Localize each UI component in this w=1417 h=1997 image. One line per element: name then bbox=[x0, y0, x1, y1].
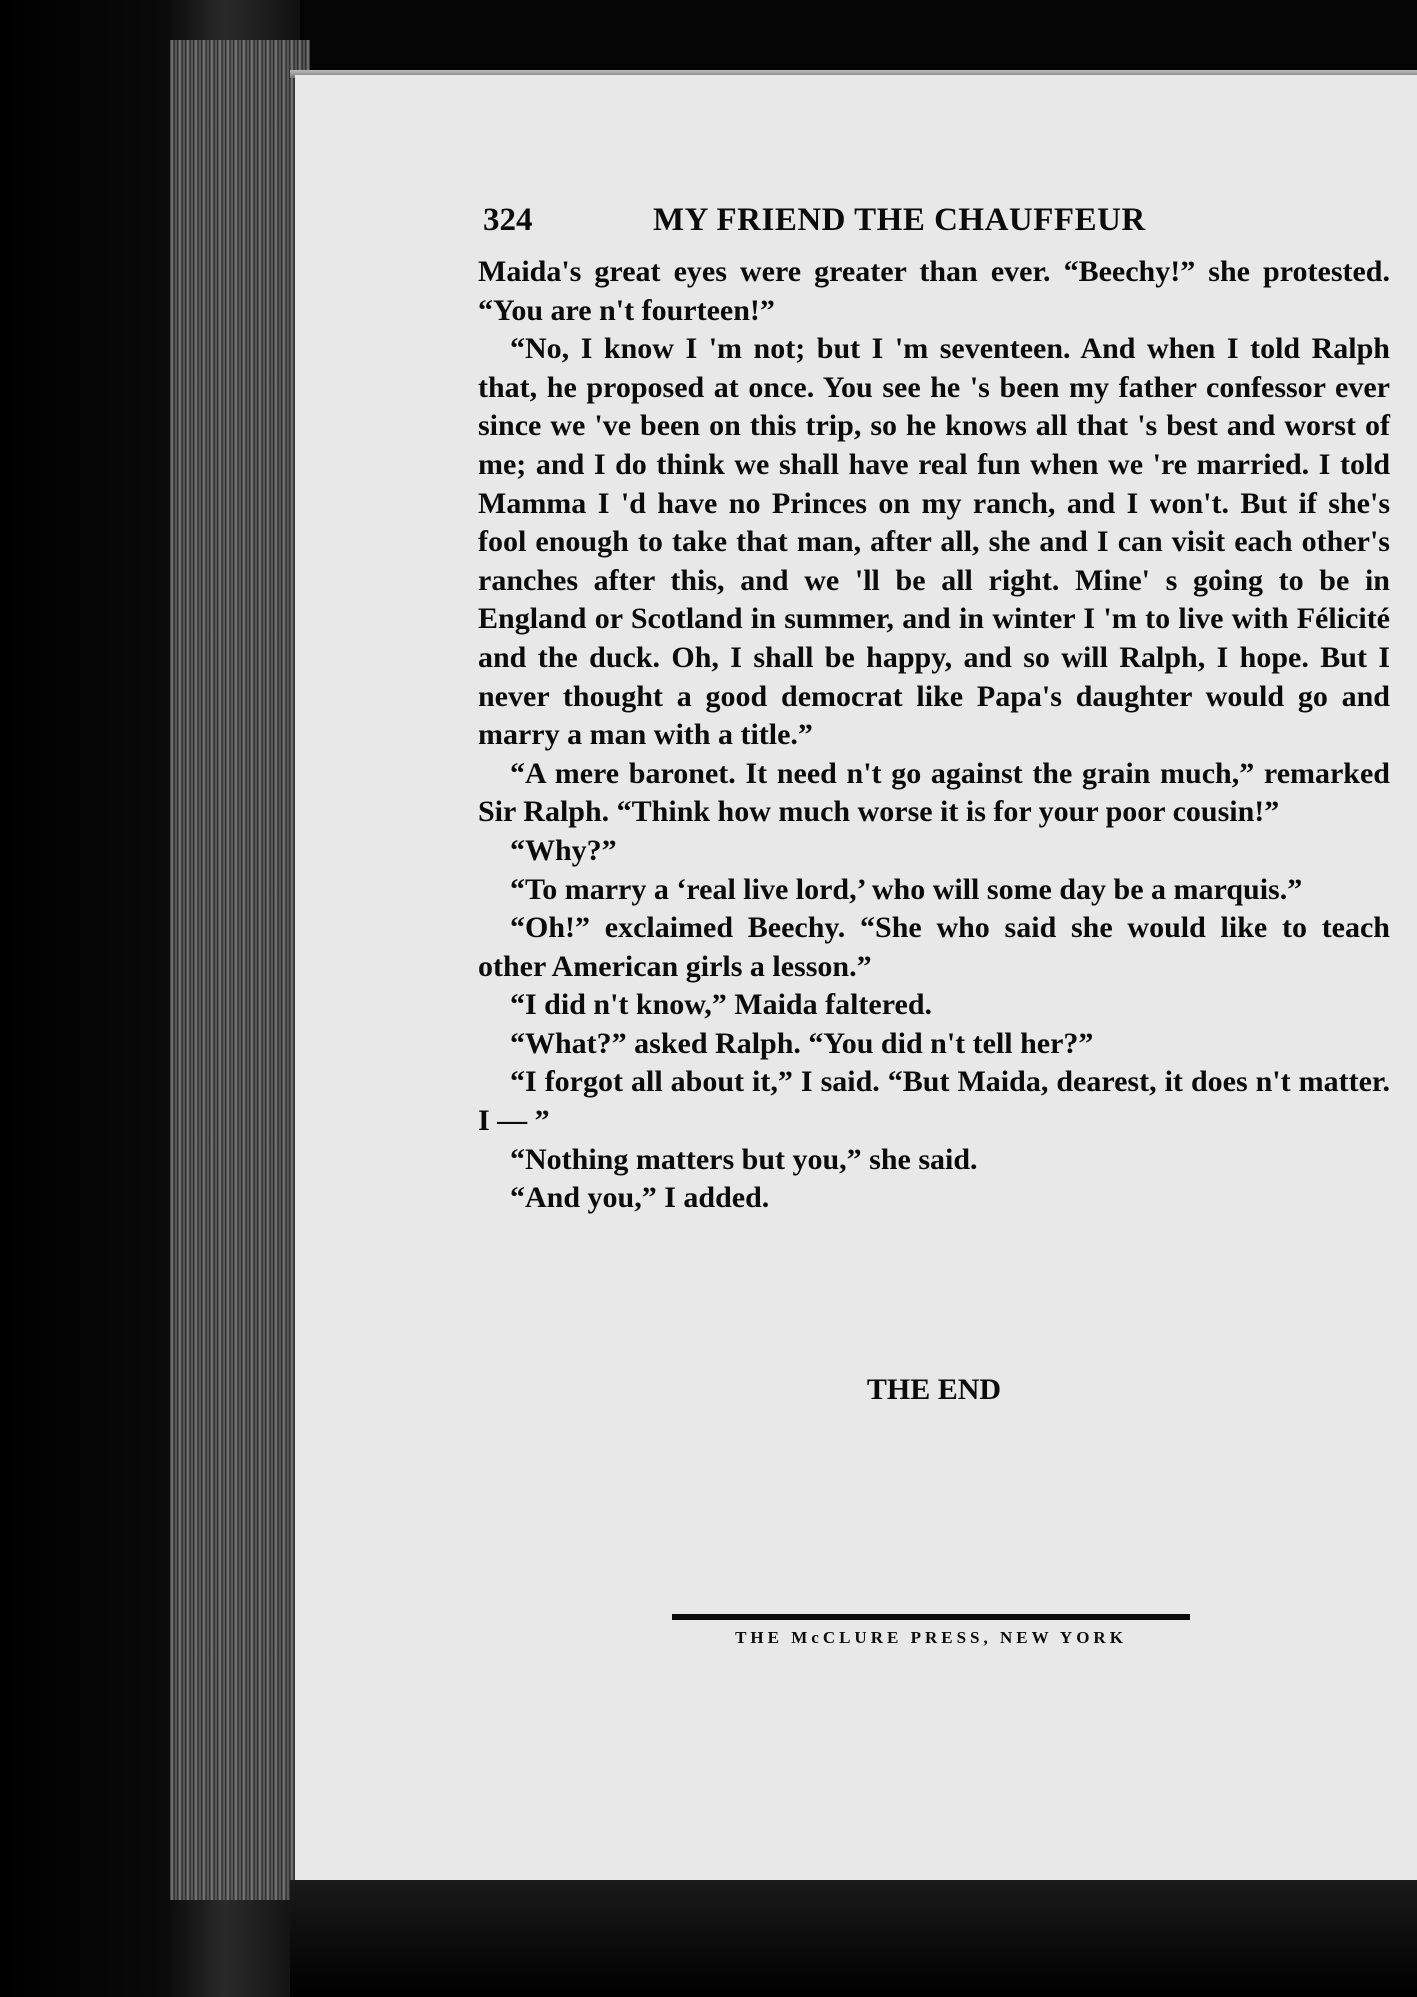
paragraph: “To marry a ‘real live lord,’ who will some day be a marquis.” bbox=[510, 872, 1303, 906]
paragraph: “Nothing matters but you,” she said. bbox=[510, 1142, 978, 1176]
paragraph: “I did n't know,” Maida faltered. bbox=[510, 988, 933, 1022]
body-text bbox=[478, 253, 1390, 1218]
paragraph: “No, I know I 'm not; but I 'm seventeen. And when I told Ralph that, he proposed at once. You see he 's been my father confessor ever since we 've been on this trip, so he knows all that 's best and worst of me; and I do think we shall have real fun when we 're married. I told Mamma I 'd have no Princes on my ranch, and I won't. But if she's fool enough to take that man, after all, she and I can visit each other's ranches after this, and we 'll be all right. Mine' s going to be in England or Scotland in summer, and in winter I 'm to live with Félicité and the duck. Oh, I shall be happy, and so will Ralph, I hope. But I never thought a good democrat like Papa's daughter would go and marry a man with a title.” bbox=[478, 332, 1390, 752]
paragraph: “What?” asked Ralph. “You did n't tell her?” bbox=[510, 1026, 1094, 1060]
printer-imprint: THE McCLURE PRESS, NEW YORK bbox=[735, 1628, 1127, 1647]
imprint-rule bbox=[672, 1614, 1190, 1620]
the-end-heading: THE END bbox=[866, 1373, 1002, 1406]
page-number: 324 bbox=[483, 202, 533, 238]
paragraph: “I forgot all about it,” I said. “But Maida, dearest, it does n't matter. I — ” bbox=[478, 1065, 1390, 1138]
book-page-edges bbox=[170, 40, 310, 1900]
paragraph: “A mere baronet. It need n't go against the grain much,” remarked Sir Ralph. “Think how much worse it is for your poor cousin!” bbox=[478, 756, 1390, 829]
running-head bbox=[483, 202, 1393, 239]
paragraph: Maida's great eyes were greater than ever. “Beechy!” she protested. “You are n't fourteen!” bbox=[478, 255, 1390, 327]
page-bottom-edge bbox=[290, 1880, 1417, 1997]
running-title: MY FRIEND THE CHAUFFEUR bbox=[653, 202, 1146, 238]
paragraph: “Oh!” exclaimed Beechy. “She who said she would like to teach other American girls a lesson.” bbox=[478, 911, 1390, 983]
paragraph: “Why?” bbox=[510, 833, 617, 867]
paragraph: “And you,” I added. bbox=[510, 1181, 770, 1215]
